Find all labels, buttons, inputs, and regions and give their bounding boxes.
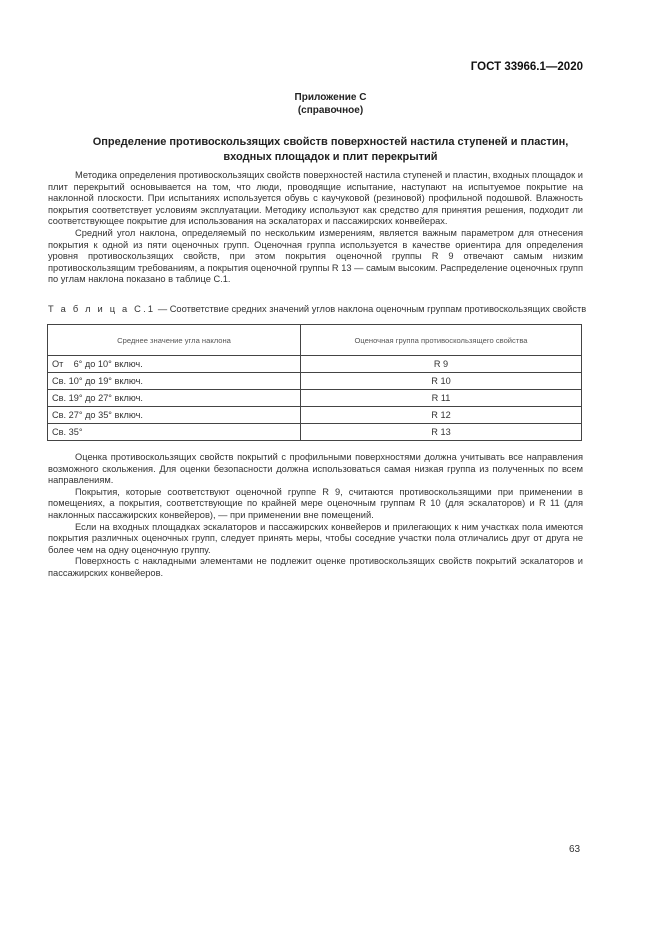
table-header-group: Оценочная группа противоскользящего свойства	[301, 325, 582, 356]
standard-code: ГОСТ 33966.1—2020	[470, 61, 583, 73]
section-title	[60, 135, 601, 164]
table-row	[48, 390, 582, 407]
table-header-row	[48, 325, 582, 356]
appendix-title: Приложение С	[294, 92, 367, 103]
table-caption-label: Т а б л и ц а С.1	[48, 304, 156, 314]
section-title-line1: Определение противоскользящих свойств поверхностей настила ступеней и пластин,	[92, 136, 569, 148]
group-cell: R 11	[301, 390, 582, 407]
table-row	[48, 356, 582, 373]
slip-resistance-table	[47, 324, 582, 441]
paragraph: Средний угол наклона, определяемый по нескольким измерениям, является важным параметром для отнесения покрытия к одной из пяти оценочных групп. Оценочная группа используется в качестве ориентира для определения уровня противоскользящих свойств, при этом покрытия оценочной группы R 9 отвечают самым низким противоскользящим требованиям, а покрытия оценочной группы R 13 — самым высоким. Распределение оценочных групп по углам наклона показано в таблице С.1.	[48, 227, 583, 285]
paragraph: Поверхность с накладными элементами не подлежит оценке противоскользящих свойств покрытий эскалаторов и пассажирских конвейеров.	[48, 556, 583, 578]
group-cell: R 13	[301, 424, 582, 441]
angle-cell: Св. 35°	[48, 424, 301, 441]
intro-paragraphs	[48, 170, 583, 286]
angle-cell: От 6° до 10° включ.	[48, 356, 301, 373]
group-cell: R 9	[301, 356, 582, 373]
paragraph: Оценка противоскользящих свойств покрытий с профильными поверхностями должна учитывать все направления возможного скольжения. Для оценки безопасности должна использоваться самая низкая группа из полученных по всем направлениям.	[48, 452, 583, 486]
table-caption	[48, 304, 608, 316]
appendix-heading	[0, 91, 661, 117]
table-header-angle: Среднее значение угла наклона	[48, 325, 301, 356]
table-row	[48, 373, 582, 390]
appendix-subtitle: (справочное)	[297, 105, 364, 116]
table-row	[48, 407, 582, 424]
table-row	[48, 424, 582, 441]
paragraph: Если на входных площадках эскалаторов и пассажирских конвейеров и прилегающих к ним участках пола имеются покрытия различных оценочных групп, следует принять меры, чтобы соседние участки пола отличались друг от друга не более чем на одну оценочную группу.	[48, 521, 583, 555]
group-cell: R 12	[301, 407, 582, 424]
angle-cell: Св. 19° до 27° включ.	[48, 390, 301, 407]
section-title-line2: входных площадок и плит перекрытий	[223, 150, 438, 163]
angle-cell: Св. 10° до 19° включ.	[48, 373, 301, 390]
page-number: 63	[569, 844, 581, 855]
group-cell: R 10	[301, 373, 582, 390]
table-caption-text: — Соответствие средних значений углов наклона оценочным группам противоскользящих свойств	[155, 304, 587, 314]
paragraph: Покрытия, которые соответствуют оценочной группе R 9, считаются противоскользящими при применении в помещениях, а покрытия, соответствующие по крайней мере оценочным группам R 10 (для эскалаторов) и R 11 (для наклонных пассажирских конвейеров), — при применении вне помещений.	[48, 486, 583, 520]
angle-cell: Св. 27° до 35° включ.	[48, 407, 301, 424]
paragraph: Методика определения противоскользящих свойств поверхностей настила ступеней и пластин, входных площадок и плит перекрытий основывается на том, что люди, проводящие испытание, наступают на испытуемое покрытие на наклонной плоскости. При испытаниях используется обувь с каучуковой (резиновой) профильной подошвой. Влажность покрытия соответствует условиям эксплуатации. Методику используют как средство для принятия решения, подходит ли соответствующее покрытие для использования на эскалаторах и пассажирских конвейерах.	[48, 170, 583, 227]
closing-paragraphs	[48, 452, 583, 580]
